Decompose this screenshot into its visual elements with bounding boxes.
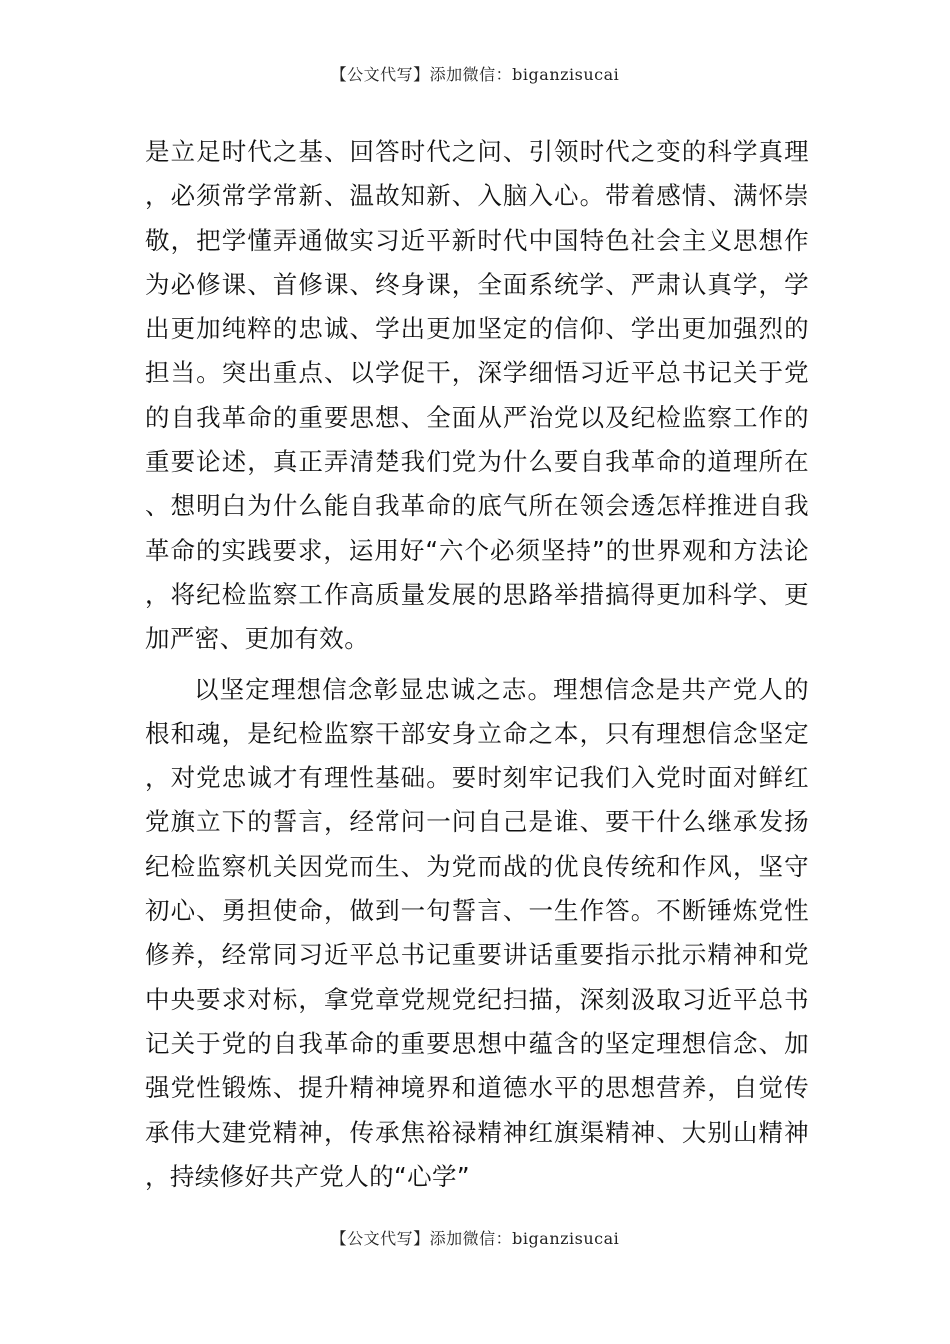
page-footer: 【公文代写】添加微信：biganzisucai xyxy=(330,1229,620,1248)
body-text xyxy=(145,130,809,1199)
page-header: 【公文代写】添加微信：biganzisucai xyxy=(330,65,620,84)
paragraph-ideals-beliefs: 以坚定理想信念彰显忠诚之志。理想信念是共产党人的根和魂，是纪检监察干部安身立命之本，只有理想信念坚定，对党忠诚才有理性基础。要时刻牢记我们入党时面对鲜红党旗立下的誓言，经常问一问自己是谁、要干什么继承发扬纪检监察机关因党而生、为党而战的优良传统和作风，坚守初心、勇担使命，做到一句誓言、一生作答。不断锤炼党性修养，经常同习近平总书记重要讲话重要指示批示精神和党中央要求对标，拿党章党规党纪扫描，深刻汲取习近平总书记关于党的自我革命的重要思想中蕴含的坚定理想信念、加强党性锻炼、提升精神境界和道德水平的思想营养，自觉传承伟大建党精神，传承焦裕禄精神红旗渠精神、大别山精神，持续修好共产党人的“心学” xyxy=(145,674,809,1191)
paragraph-continued: 是立足时代之基、回答时代之问、引领时代之变的科学真理，必须常学常新、温故知新、入脑入心。带着感情、满怀崇敬，把学懂弄通做实习近平新时代中国特色社会主义思想作为必修课、首修课、终身课，全面系统学、严肃认真学，学出更加纯粹的忠诚、学出更加坚定的信仰、学出更加强烈的担当。突出重点、以学促干，深学细悟习近平总书记关于党的自我革命的重要思想、全面从严治党以及纪检监察工作的重要论述，真正弄清楚我们党为什么要自我革命的道理所在、想明白为什么能自我革命的底气所在领会透怎样推进自我革命的实践要求，运用好“六个必须坚持”的世界观和方法论，将纪检监察工作高质量发展的思路举措搞得更加科学、更加严密、更加有效。 xyxy=(145,137,809,654)
